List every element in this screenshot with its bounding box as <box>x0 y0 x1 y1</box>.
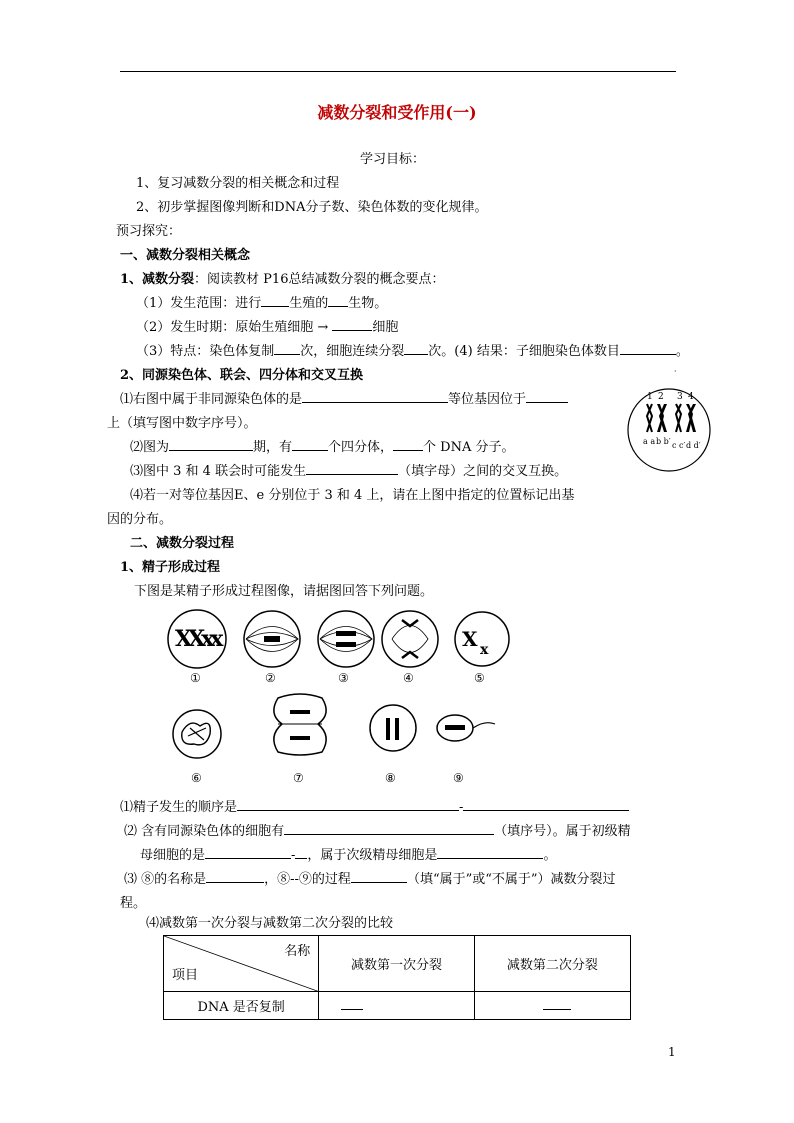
s2-q3-text: ⑶ ⑧的名称是 <box>124 872 207 887</box>
q1-range-text3: 生物。 <box>348 296 388 311</box>
q2-3-line <box>130 460 567 479</box>
table-corner-bottom: 项目 <box>172 968 199 983</box>
table-header-col1: 减数第一次分裂 <box>319 936 474 992</box>
preview-label: 预习探究： <box>116 224 182 239</box>
q1-time-text2: 细胞 <box>372 320 399 335</box>
s2-q2-text3: 母细胞的是 <box>140 848 206 863</box>
q1-line <box>120 268 444 287</box>
s2-q2-line <box>124 820 631 839</box>
study-goals-heading: 学习目标： <box>360 152 426 167</box>
page-title: 减数分裂和受作用(一) <box>317 103 477 122</box>
q2-4-line: ⑷若一对等位基因E、e 分别位于 3 和 4 上，请在上图中指定的位置标记出基 <box>130 488 575 503</box>
q2-2-text: ⑵图为 <box>130 440 170 455</box>
table-header-col2: 减数第二次分裂 <box>474 936 630 992</box>
gene-letters: a a <box>643 437 656 446</box>
s2-q3-text2: ，⑧--⑨的过程 <box>264 872 351 887</box>
svg-text:X: X <box>462 627 478 651</box>
blank[interactable] <box>206 871 264 883</box>
gene-letters: d d′ <box>686 441 701 450</box>
cell-label: ① <box>190 671 201 685</box>
s2-q3-text3: （填“属于”或“不属于”）减数分裂过 <box>406 872 616 887</box>
blank[interactable] <box>543 998 571 1010</box>
header-rule <box>120 71 676 72</box>
s2-q1-text: ⑴精子发生的顺序是 <box>120 800 238 815</box>
blank[interactable] <box>404 343 428 355</box>
q2-3-text: ⑶图中 3 和 4 联会时可能发生 <box>130 464 307 479</box>
blank[interactable] <box>302 391 448 403</box>
study-goal-2: 2、初步掌握图像判断和DNA分子数、染色体数的变化规律。 <box>136 200 488 215</box>
q2-1-line <box>120 388 568 407</box>
q1-range-text2: 生殖的 <box>289 296 329 311</box>
blank[interactable] <box>437 847 543 859</box>
cell-label: ③ <box>338 671 349 685</box>
blank[interactable] <box>205 847 291 859</box>
blank[interactable] <box>261 295 289 307</box>
cell-diagrams <box>160 606 510 796</box>
chromosome-figure <box>620 368 720 482</box>
blank[interactable] <box>295 847 307 859</box>
arrow-icon: → <box>317 320 329 335</box>
blank[interactable] <box>332 319 372 331</box>
cell-label: ④ <box>403 671 414 685</box>
s2-q2-text2: （填序号）。属于初级精 <box>494 824 631 839</box>
blank[interactable] <box>284 823 494 835</box>
section2-heading: 二、减数分裂过程 <box>130 536 235 551</box>
s2-q4: ⑷减数第一次分裂与减数第二次分裂的比较 <box>146 916 394 931</box>
svg-text:x: x <box>480 642 489 658</box>
q1-feature-text3: 次。(4) 结果：子细胞染色体数目 <box>428 344 620 359</box>
s2-q2-text: ⑵ 含有同源染色体的细胞有 <box>124 824 285 839</box>
q2-4-cont: 因的分布。 <box>107 512 173 527</box>
chromosome-number: 1 <box>647 392 653 402</box>
q2-1-cont: 上（填写图中数字序号）。 <box>107 416 257 431</box>
blank[interactable] <box>306 463 398 475</box>
q1-feature-text4: 。 <box>675 344 689 359</box>
s2-q2-cont <box>140 844 556 863</box>
chromosome-number: 3 <box>677 392 683 402</box>
q2-1-text: ⑴右图中属于非同源染色体的是 <box>120 392 303 407</box>
section1-heading: 一、减数分裂相关概念 <box>120 248 251 263</box>
q2-2-text4: 个 DNA 分子。 <box>423 440 515 455</box>
s2-q1-line <box>120 796 629 815</box>
cell-label: ⑧ <box>385 771 396 785</box>
blank[interactable] <box>292 439 328 451</box>
s2-q2-text4: ，属于次级精母细胞是 <box>307 848 438 863</box>
gene-letters: c c′ <box>672 441 686 450</box>
s2-q1-mark: - <box>459 800 464 815</box>
q2-2-text2: 期，有 <box>253 440 293 455</box>
cell-label: ⑨ <box>453 771 464 785</box>
svg-text:XXxx: XXxx <box>175 626 220 652</box>
table-row-label: DNA 是否复制 <box>164 992 319 1020</box>
chromosome-number: 4 <box>688 392 694 402</box>
q2-2-text3: 个四分体， <box>328 440 394 455</box>
cell-label: ⑦ <box>293 771 304 785</box>
s2-q3-cont: 程。 <box>120 896 147 911</box>
q1-time-text: （2）发生时期：原始生殖细胞 <box>136 320 318 335</box>
page-number: 1 <box>668 1045 676 1059</box>
cell-label: ⑥ <box>191 771 202 785</box>
cell-label: ② <box>265 671 276 685</box>
table-answer-cell[interactable] <box>319 992 474 1020</box>
s2-q2-text5: 。 <box>543 848 557 863</box>
s2-q2-mark: - <box>291 848 296 863</box>
section2-intro: 下图是某精子形成过程图像，请据图回答下列问题。 <box>134 584 434 599</box>
q2-3-text2: （填字母）之间的交叉互换。 <box>398 464 568 479</box>
section2-sub1: 1、精子形成过程 <box>120 560 221 575</box>
q2-heading: 2、同源染色体、联会、四分体和交叉互换 <box>120 368 364 383</box>
blank[interactable] <box>393 439 423 451</box>
table-corner-top: 名称 <box>284 944 311 959</box>
gene-letters: b b′ <box>656 437 671 446</box>
table-corner-cell <box>164 936 319 992</box>
comparison-table <box>163 935 631 1020</box>
s2-q3-line <box>124 868 616 887</box>
q1-feature-line <box>136 340 689 359</box>
blank[interactable] <box>463 799 629 811</box>
cell-label: ⑤ <box>474 671 485 685</box>
blank[interactable] <box>341 998 363 1010</box>
blank[interactable] <box>237 799 459 811</box>
blank[interactable] <box>328 295 348 307</box>
blank[interactable] <box>351 871 407 883</box>
figure-tick: · <box>674 368 677 376</box>
q2-1-text2: 等位基因位于 <box>448 392 527 407</box>
q1-text: ：阅读教材 P16总结减数分裂的概念要点： <box>194 272 445 287</box>
chromosome-number: 2 <box>658 392 664 402</box>
q1-range-line <box>136 292 387 311</box>
blank[interactable] <box>620 343 676 355</box>
blank[interactable] <box>526 391 568 403</box>
blank[interactable] <box>169 439 253 451</box>
table-answer-cell[interactable] <box>474 992 630 1020</box>
study-goal-1: 1、复习减数分裂的相关概念和过程 <box>136 176 340 191</box>
blank[interactable] <box>274 343 300 355</box>
q2-2-line <box>130 436 515 455</box>
q1-feature-text2: 次，细胞连续分裂 <box>300 344 405 359</box>
q1-time-line <box>136 316 398 335</box>
q1-label: 1、减数分裂 <box>120 272 195 287</box>
q1-range-text: （1）发生范围：进行 <box>136 296 262 311</box>
q1-feature-text: （3）特点：染色体复制 <box>136 344 275 359</box>
